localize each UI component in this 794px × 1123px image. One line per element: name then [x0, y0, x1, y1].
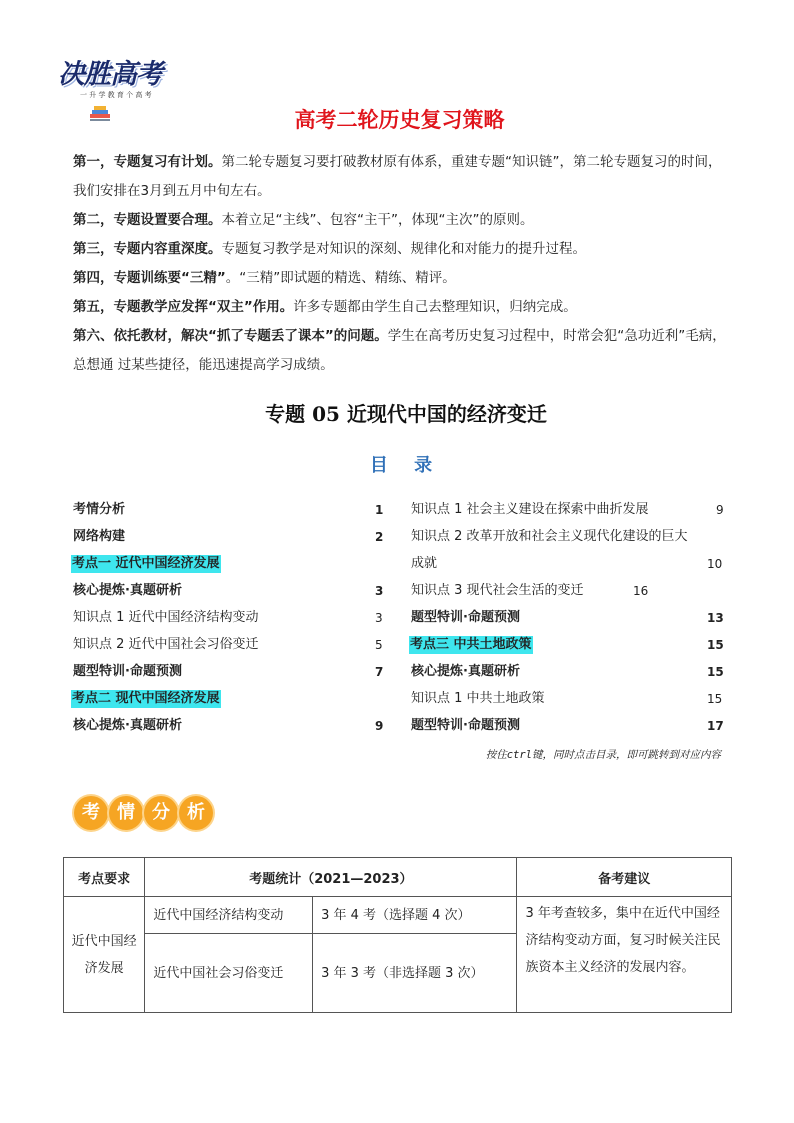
toc-label: 题型特训·命题预测: [73, 664, 182, 679]
section-badge: [74, 796, 213, 832]
logo-subtitle: 一 升 学 教 育 个 高 考: [80, 91, 152, 99]
toc-label: 知识点 1 中共土地政策: [411, 691, 545, 706]
toc-page: 17: [707, 719, 724, 733]
toc-title: 目 录: [369, 455, 443, 476]
toc-page: 1: [375, 503, 384, 517]
toc-label: 知识点 1 社会主义建设在探索中曲折发展: [411, 502, 649, 517]
analysis-table: [63, 857, 732, 1013]
strategy-2-body: 本着立足“主线”、包容“主干”，体现“主次”的原则。: [221, 212, 534, 228]
strategy-6: [73, 322, 728, 380]
toc-page: 3: [375, 611, 383, 625]
badge-char: 情: [109, 796, 143, 830]
badge-char: 析: [179, 796, 213, 830]
row-head-cell: [64, 897, 145, 1013]
toc-label: 考情分析: [73, 502, 126, 517]
ctrl-click-hint: 按住ctrl键，同时点击目录，即可跳转到对应内容: [485, 749, 721, 761]
toc-label: 核心提炼·真题研析: [411, 664, 520, 679]
topic-cell: 近代中国社会习俗变迁: [145, 934, 313, 1013]
strategy-6-body: 学生在高考历史复习过程中，时常会犯“急功近利”毛病，总想通 过某些捷径，能迅速提高学习成绩。: [73, 328, 726, 373]
toc-label: 知识点 1 近代中国经济结构变动: [73, 610, 259, 625]
toc-page: 10: [707, 557, 723, 571]
toc-label: 网络构建: [73, 529, 126, 544]
toc-page: 15: [707, 692, 723, 706]
badge-char: 考: [74, 796, 108, 830]
table-row: [64, 897, 732, 934]
toc-label: 考点三 中共土地政策: [410, 637, 532, 652]
strategy-1-body: 第二轮专题复习要打破教材原有体系，重建专题“知识链”，第二轮专题复习的时间，我们安排在3月到五月中旬左右。: [73, 154, 722, 199]
strategy-3-head: 第三，专题内容重深度。: [73, 241, 222, 257]
toc-page: 9: [716, 503, 724, 517]
toc-label: 核心提炼·真题研析: [73, 718, 182, 733]
toc-label: 核心提炼·真题研析: [73, 583, 182, 598]
stat-cell: 3 年 3 考（非选择题 3 次）: [313, 934, 517, 1013]
strategy-6-head: 第六、依托教材，解决“抓了专题丢了课本”的问题。: [73, 328, 388, 344]
toc-label: 题型特训·命题预测: [411, 718, 520, 733]
badge-char: 分: [144, 796, 178, 830]
topic-title: 专题 05 近现代中国的经济变迁: [265, 402, 547, 426]
toc-page: 2: [375, 530, 384, 544]
strategy-1: [73, 148, 728, 206]
strategy-1-head: 第一，专题复习有计划。: [73, 154, 222, 170]
strategy-4-body: 。“三精”即试题的精选、精练、精评。: [225, 270, 456, 286]
stat-cell: 3 年 4 考（选择题 4 次）: [313, 897, 517, 934]
row-head: 近代中国经济发展: [71, 933, 137, 976]
header-advice: 备考建议: [517, 858, 732, 897]
strategy-5: [73, 293, 728, 322]
toc-page: 16: [633, 584, 649, 598]
strategy-4-head: 第四，专题训练要“三精”: [73, 270, 226, 286]
advice-cell: 3 年考查较多，集中在近代中国经济结构变动方面，复习时候关注民族资本主义经济的发展内容。: [517, 897, 732, 1013]
toc-label: 成就: [411, 556, 438, 571]
toc-label: 考点二 现代中国经济发展: [72, 691, 220, 706]
toc-page: 7: [375, 665, 384, 679]
topic-cell: 近代中国经济结构变动: [145, 897, 313, 934]
strategy-5-head: 第五，专题教学应发挥“双主”作用。: [73, 299, 294, 315]
toc-page: 9: [375, 719, 384, 733]
toc-label: 题型特训·命题预测: [411, 610, 520, 625]
main-title: 高考二轮历史复习策略: [294, 108, 505, 132]
toc-page: 15: [707, 665, 724, 679]
strategy-5-body: 许多专题都由学生自己去整理知识，归纳完成。: [293, 299, 577, 315]
toc-page: 3: [375, 584, 384, 598]
strategy-3-body: 专题复习教学是对知识的深刻、规律化和对能力的提升过程。: [221, 241, 586, 257]
toc-label: 知识点 2 改革开放和社会主义现代化建设的巨大: [411, 529, 688, 544]
toc-page: 5: [375, 638, 383, 652]
header-requirement: 考点要求: [64, 858, 145, 897]
strategy-4: [73, 264, 728, 293]
toc-page: 15: [707, 638, 724, 652]
toc-page: 13: [707, 611, 724, 625]
toc-label: 知识点 3 现代社会生活的变迁: [411, 583, 584, 598]
strategy-2-head: 第二，专题设置要合理。: [73, 212, 222, 228]
toc-label: 知识点 2 近代中国社会习俗变迁: [73, 637, 259, 652]
logo-text: 决胜高考: [58, 59, 162, 90]
strategy-3: [73, 235, 728, 264]
strategy-2: [73, 206, 728, 235]
table-header-row: [64, 858, 732, 897]
header-statistics: 考题统计（2021—2023）: [145, 858, 517, 897]
toc-label: 考点一 近代中国经济发展: [72, 556, 220, 571]
